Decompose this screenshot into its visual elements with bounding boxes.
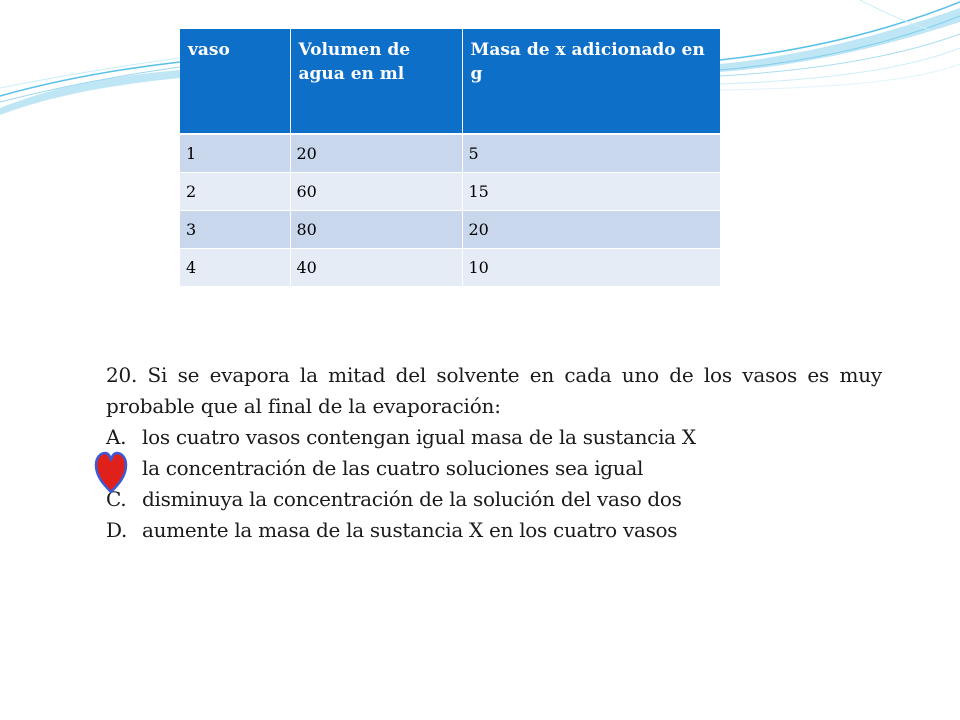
option-text: los cuatro vasos contengan igual masa de la sustancia X [142,425,696,449]
option-a [106,422,882,453]
table-cell: 60 [290,172,462,210]
table-row [180,134,720,172]
table-header-cell: Volumen de agua en ml [290,29,462,134]
option-b [106,453,882,484]
heart-icon [93,451,129,495]
table-cell: 20 [462,210,720,248]
table-cell: 15 [462,172,720,210]
option-text: disminuya la concentración de la solución del vaso dos [142,487,682,511]
option-letter: A. [106,425,127,449]
table-cell: 2 [180,172,290,210]
table-cell: 1 [180,134,290,172]
table-cell: 20 [290,134,462,172]
table-row [180,210,720,248]
option-d [106,515,882,546]
table-cell: 4 [180,248,290,286]
table-row [180,172,720,210]
table-cell: 5 [462,134,720,172]
table-header-cell: Masa de x adicionado en g [462,29,720,134]
table-row [180,248,720,286]
table-cell: 80 [290,210,462,248]
table-cell: 40 [290,248,462,286]
table-header-cell: vaso [180,29,290,134]
table-header-row [180,29,720,134]
answer-options [106,422,882,546]
option-letter: C. [106,487,127,511]
data-table [180,29,720,287]
table-cell: 3 [180,210,290,248]
question-block [106,360,882,546]
table-cell: 10 [462,248,720,286]
option-text: aumente la masa de la sustancia X en los cuatro vasos [142,518,678,542]
option-text: la concentración de las cuatro soluciones sea igual [142,456,644,480]
option-letter: D. [106,518,128,542]
option-c [106,484,882,515]
question-text: 20. Si se evapora la mitad del solvente en cada uno de los vasos es muy probable que al final de la evaporación: [106,363,882,418]
